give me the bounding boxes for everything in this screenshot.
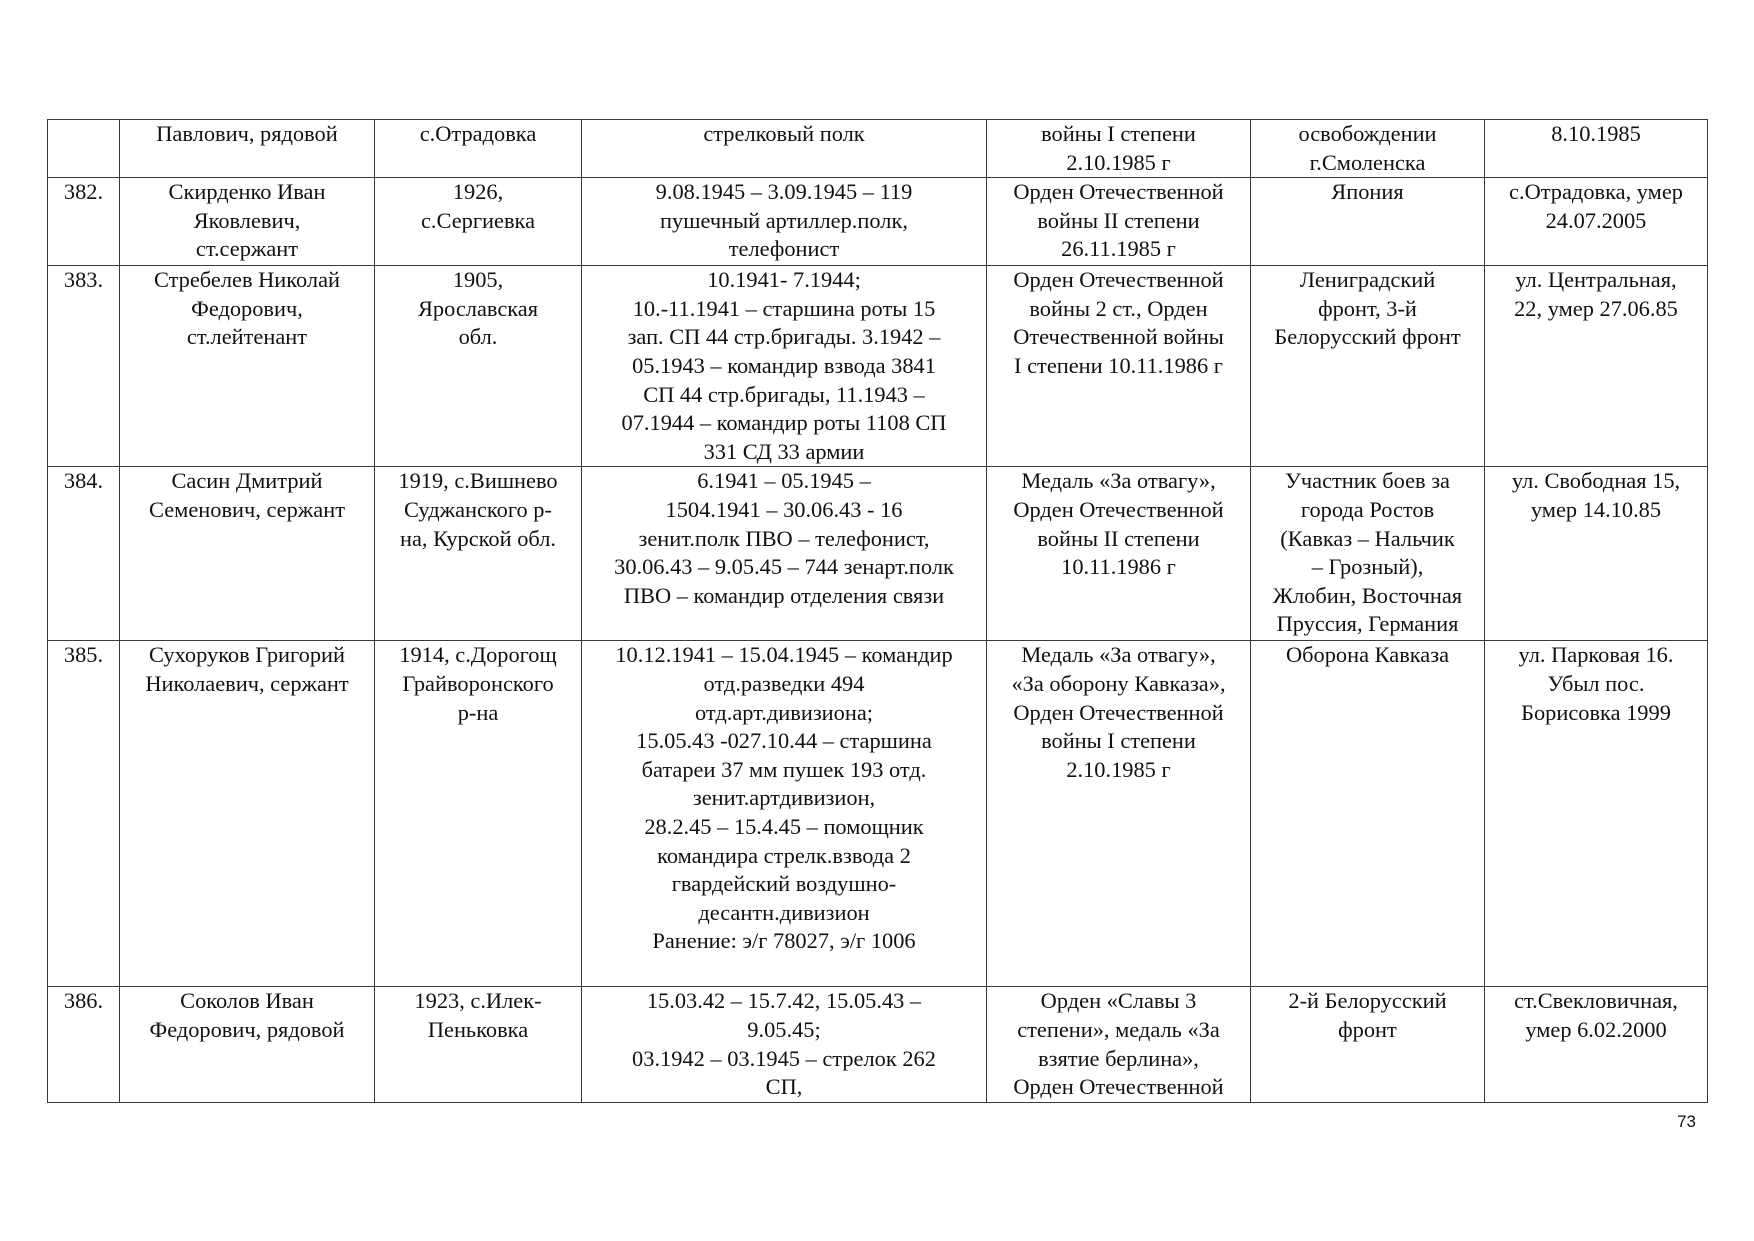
service-cell: 10.12.1941 – 15.04.1945 – командир отд.разведки 494 отд.арт.дивизиона; 15.05.43 -027.10.44 – старшина батареи 37 мм пушек 193 отд. зенит.артдивизион, 28.2.45 – 15.4.45 – помощник командира стрелк.взвода 2 гвардейский воздушно- десантн.дивизион Ранение: э/г 78027, э/г 1006 [582, 641, 987, 987]
awards-cell: войны I степени 2.10.1985 г [987, 120, 1251, 178]
name-rank-cell: Сухоруков Григорий Николаевич, сержант [120, 641, 375, 987]
row-number-cell [48, 120, 120, 178]
birth-cell: 1914, с.Дорогощ Грайворонского р-на [375, 641, 582, 987]
awards-cell: Орден Отечественной войны II степени 26.11.1985 г [987, 178, 1251, 266]
awards-cell: Орден «Славы 3 степени», медаль «За взятие берлина», Орден Отечественной [987, 987, 1251, 1103]
address-cell: ул. Центральная, 22, умер 27.06.85 [1485, 266, 1708, 467]
fronts-cell: Лениградский фронт, 3-й Белорусский фронт [1251, 266, 1485, 467]
row-number-cell: 386. [48, 987, 120, 1103]
address-cell: ст.Свекловичная, умер 6.02.2000 [1485, 987, 1708, 1103]
name-rank-cell: Скирденко Иван Яковлевич, ст.сержант [120, 178, 375, 266]
table-row [48, 641, 1708, 987]
fronts-cell: 2-й Белорусский фронт [1251, 987, 1485, 1103]
table-row [48, 987, 1708, 1103]
service-cell: 15.03.42 – 15.7.42, 15.05.43 – 9.05.45; 03.1942 – 03.1945 – стрелок 262 СП, [582, 987, 987, 1103]
birth-cell: 1926, с.Сергиевка [375, 178, 582, 266]
row-number-cell: 383. [48, 266, 120, 467]
name-rank-cell: Стребелев Николай Федорович, ст.лейтенант [120, 266, 375, 467]
birth-cell: 1919, с.Вишнево Суджанского р- на, Курской обл. [375, 467, 582, 641]
service-cell: 6.1941 – 05.1945 – 1504.1941 – 30.06.43 - 16 зенит.полк ПВО – телефонист, 30.06.43 – 9.05.45 – 744 зенарт.полк ПВО – командир отделения связи [582, 467, 987, 641]
birth-cell: 1905, Ярославская обл. [375, 266, 582, 467]
name-rank-cell: Сасин Дмитрий Семенович, сержант [120, 467, 375, 641]
address-cell: ул. Свободная 15, умер 14.10.85 [1485, 467, 1708, 641]
awards-cell: Медаль «За отвагу», «За оборону Кавказа», Орден Отечественной войны I степени 2.10.1985 г [987, 641, 1251, 987]
fronts-cell: освобождении г.Смоленска [1251, 120, 1485, 178]
awards-cell: Орден Отечественной войны 2 ст., Орден Отечественной войны I степени 10.11.1986 г [987, 266, 1251, 467]
address-cell: с.Отрадовка, умер 24.07.2005 [1485, 178, 1708, 266]
fronts-cell: Оборона Кавказа [1251, 641, 1485, 987]
name-rank-cell: Павлович, рядовой [120, 120, 375, 178]
birth-cell: 1923, с.Илек- Пеньковка [375, 987, 582, 1103]
table-row [48, 120, 1708, 178]
table-row [48, 467, 1708, 641]
service-cell: стрелковый полк [582, 120, 987, 178]
row-number-cell: 384. [48, 467, 120, 641]
service-cell: 10.1941- 7.1944; 10.-11.1941 – старшина роты 15 зап. СП 44 стр.бригады. 3.1942 – 05.1943 – командир взвода 3841 СП 44 стр.бригады, 11.1943 – 07.1944 – командир роты 1108 СП 331 СД 33 армии [582, 266, 987, 467]
awards-cell: Медаль «За отвагу», Орден Отечественной войны II степени 10.11.1986 г [987, 467, 1251, 641]
name-rank-cell: Соколов Иван Федорович, рядовой [120, 987, 375, 1103]
page-number: 73 [1677, 1112, 1696, 1131]
address-cell: 8.10.1985 [1485, 120, 1708, 178]
fronts-cell: Участник боев за города Ростов (Кавказ – Нальчик – Грозный), Жлобин, Восточная Пруссия, Германия [1251, 467, 1485, 641]
fronts-cell: Япония [1251, 178, 1485, 266]
table-row [48, 266, 1708, 467]
service-cell: 9.08.1945 – 3.09.1945 – 119 пушечный артиллер.полк, телефонист [582, 178, 987, 266]
birth-cell: с.Отрадовка [375, 120, 582, 178]
address-cell: ул. Парковая 16. Убыл пос. Борисовка 1999 [1485, 641, 1708, 987]
veterans-table [47, 119, 1708, 1103]
row-number-cell: 385. [48, 641, 120, 987]
table-row [48, 178, 1708, 266]
row-number-cell: 382. [48, 178, 120, 266]
